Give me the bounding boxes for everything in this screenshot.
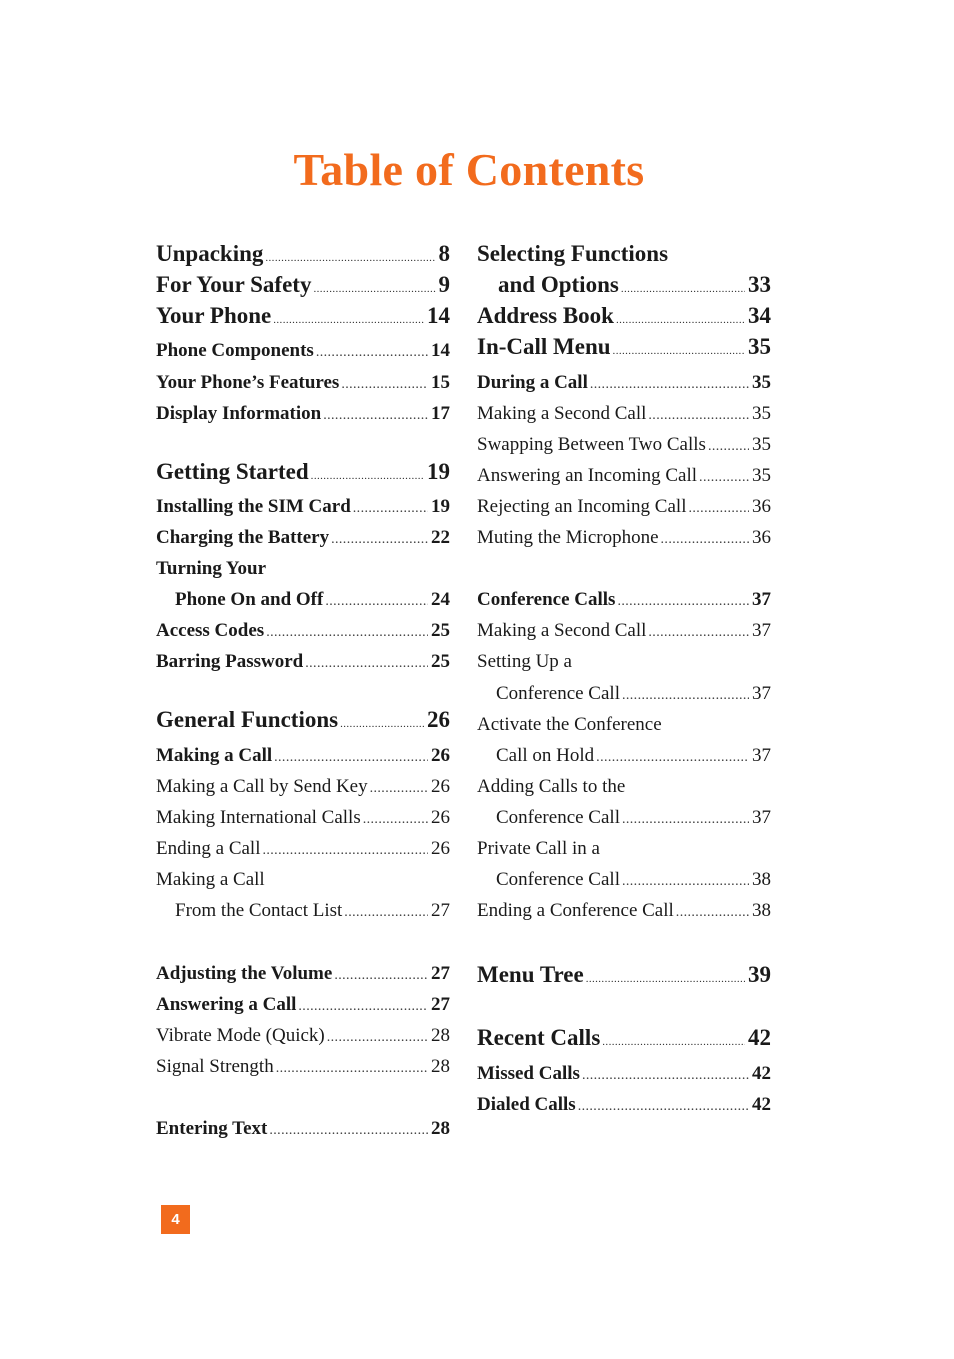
toc-entry-label: Address Book [477, 303, 614, 328]
toc-entry-label: Making a Call [156, 869, 265, 890]
toc-entry-page: 14 [427, 303, 450, 328]
toc-entry-label: Charging the Battery [156, 527, 330, 548]
toc-entry[interactable] [477, 652, 771, 671]
toc-entry-page: 15 [431, 372, 450, 393]
toc-entry[interactable] [477, 1095, 771, 1114]
toc-entry-label: Adding Calls to the [477, 776, 626, 797]
dot-leader [596, 751, 749, 765]
toc-entry-page: 38 [752, 900, 771, 921]
toc-entry-page: 19 [431, 496, 450, 517]
toc-entry[interactable] [477, 528, 771, 547]
toc-entry[interactable] [156, 304, 450, 327]
dot-leader [578, 1100, 749, 1114]
toc-entry[interactable] [156, 242, 450, 265]
dot-leader [621, 284, 745, 295]
toc-entry-label: Muting the Microphone [477, 527, 659, 548]
dot-leader [622, 875, 749, 889]
toc-entry[interactable] [477, 746, 771, 765]
toc-entry-page: 35 [752, 434, 771, 455]
dot-leader [590, 378, 749, 392]
toc-entry-page: 27 [431, 963, 450, 984]
dot-leader [266, 626, 428, 640]
toc-entry-label: Rejecting an Incoming Call [477, 496, 687, 517]
dot-leader [661, 533, 749, 547]
toc-entry-label: Making a Call by Send Key [156, 776, 368, 797]
toc-entry[interactable] [477, 715, 771, 734]
toc-entry-label: Private Call in a [477, 838, 600, 859]
toc-entry-page: 42 [748, 1025, 771, 1050]
toc-entry-label: Call on Hold [496, 745, 595, 766]
dot-leader [648, 409, 749, 423]
toc-entry-label: Getting Started [156, 459, 309, 484]
toc-entry[interactable] [156, 460, 450, 483]
toc-entry[interactable] [477, 901, 771, 920]
toc-entry-label: Phone Components [156, 340, 314, 361]
dot-leader [305, 657, 428, 671]
toc-entry-page: 25 [431, 651, 450, 672]
toc-entry-label: Menu Tree [477, 962, 584, 987]
toc-entry[interactable] [477, 590, 771, 609]
toc-entry-page: 22 [431, 527, 450, 548]
toc-entry[interactable] [156, 497, 450, 516]
toc-entry-label: Your Phone [156, 303, 272, 328]
dot-leader [363, 813, 428, 827]
dot-leader [616, 315, 745, 326]
toc-entry-page: 36 [752, 527, 771, 548]
dot-leader [586, 974, 745, 985]
toc-entry-page: 35 [752, 403, 771, 424]
toc-entry-page: 35 [752, 372, 771, 393]
toc-entry[interactable] [477, 1064, 771, 1083]
dot-leader [582, 1069, 749, 1083]
toc-entry-label: From the Contact List [175, 900, 343, 921]
toc-entry-label: Display Information [156, 403, 322, 424]
dot-leader [648, 626, 749, 640]
toc-entry[interactable] [477, 621, 771, 640]
toc-entry-page: 27 [431, 900, 450, 921]
dot-leader [622, 689, 749, 703]
dot-leader [353, 502, 428, 516]
toc-entry-page: 26 [431, 745, 450, 766]
toc-entry[interactable] [477, 373, 771, 392]
toc-entry-label: Selecting Functions [477, 241, 669, 266]
toc-entry[interactable] [156, 746, 450, 765]
toc-entry-page: 42 [752, 1063, 771, 1084]
toc-entry-page: 37 [752, 807, 771, 828]
dot-leader [327, 1031, 428, 1045]
toc-entry-label: During a Call [477, 372, 588, 393]
dot-leader [344, 906, 428, 920]
toc-entry-page: 42 [752, 1094, 771, 1115]
toc-entry[interactable] [477, 684, 771, 703]
toc-entry-page: 26 [427, 707, 450, 732]
toc-entry[interactable] [156, 901, 450, 920]
dot-leader [273, 315, 424, 326]
toc-entry-label: Access Codes [156, 620, 265, 641]
toc-entry[interactable] [156, 964, 450, 983]
dot-leader [316, 346, 428, 360]
toc-entry[interactable] [156, 341, 450, 360]
toc-entry[interactable] [477, 435, 771, 454]
toc-entry[interactable] [477, 839, 771, 858]
toc-entry[interactable] [156, 528, 450, 547]
page-number-badge: 4 [161, 1205, 190, 1234]
toc-entry-label: Your Phone’s Features [156, 372, 340, 393]
toc-entry-page: 33 [748, 272, 771, 297]
toc-entry-page: 36 [752, 496, 771, 517]
toc-entry-label: Signal Strength [156, 1056, 274, 1077]
dot-leader [325, 595, 428, 609]
toc-entry-label: For Your Safety [156, 272, 312, 297]
toc-entry[interactable] [156, 808, 450, 827]
toc-entry-label: Phone On and Off [175, 589, 324, 610]
toc-entry[interactable] [156, 777, 450, 796]
toc-entry-label: Setting Up a [477, 651, 572, 672]
toc-entry[interactable] [477, 273, 771, 296]
toc-entry-label: Ending a Call [156, 838, 261, 859]
dot-leader [602, 1037, 745, 1048]
page-title: Table of Contents [293, 144, 645, 195]
dot-leader [323, 409, 428, 423]
toc-entry-label: Barring Password [156, 651, 304, 672]
toc-entry-page: 28 [431, 1056, 450, 1077]
toc-entry[interactable] [156, 708, 450, 731]
dot-leader [313, 284, 435, 295]
dot-leader [265, 253, 435, 264]
toc-entry-label: In-Call Menu [477, 334, 611, 359]
toc-entry-label: Conference Calls [477, 589, 616, 610]
toc-entry-label: Swapping Between Two Calls [477, 434, 706, 455]
toc-entry-label: Activate the Conference [477, 714, 662, 735]
toc-entry[interactable] [156, 621, 450, 640]
dot-leader [269, 1124, 428, 1138]
dot-leader [276, 1062, 428, 1076]
dot-leader [334, 969, 428, 983]
dot-leader [688, 502, 749, 516]
toc-entry[interactable] [156, 1119, 450, 1138]
toc-entry-page: 37 [752, 620, 771, 641]
toc-entry[interactable] [156, 1026, 450, 1045]
toc-entry-page: 37 [752, 589, 771, 610]
toc-entry[interactable] [477, 808, 771, 827]
toc-entry[interactable] [156, 870, 450, 889]
dot-leader [613, 346, 745, 357]
toc-entry-label: Turning Your [156, 558, 267, 579]
dot-leader [699, 471, 749, 485]
toc-entry[interactable] [156, 995, 450, 1014]
dot-leader [311, 471, 424, 482]
toc-entry-label: Dialed Calls [477, 1094, 576, 1115]
dot-leader [331, 533, 428, 547]
toc-entry-page: 26 [431, 776, 450, 797]
dot-leader [676, 906, 749, 920]
toc-entry-page: 28 [431, 1025, 450, 1046]
dot-leader [340, 719, 424, 730]
toc-entry-label: Vibrate Mode (Quick) [156, 1025, 325, 1046]
toc-entry[interactable] [156, 373, 450, 392]
toc-entry[interactable] [477, 242, 771, 265]
dot-leader [274, 751, 428, 765]
toc-entry[interactable] [477, 304, 771, 327]
toc-entry-label: Conference Call [496, 807, 620, 828]
toc-entry-label: Adjusting the Volume [156, 963, 333, 984]
toc-entry-label: Making International Calls [156, 807, 361, 828]
toc-entry-page: 34 [748, 303, 771, 328]
toc-entry-page: 19 [427, 459, 450, 484]
toc-entry-page: 26 [431, 807, 450, 828]
toc-entry-label: Unpacking [156, 241, 264, 266]
toc-entry-page: 14 [431, 340, 450, 361]
toc-entry[interactable] [477, 777, 771, 796]
toc-entry-label: Missed Calls [477, 1063, 580, 1084]
toc-entry-page: 27 [431, 994, 450, 1015]
toc-entry[interactable] [156, 1057, 450, 1076]
dot-leader [262, 844, 428, 858]
toc-entry-label: Making a Second Call [477, 620, 647, 641]
toc-entry-label: Making a Second Call [477, 403, 647, 424]
toc-entry[interactable] [156, 559, 450, 578]
toc-entry-page: 38 [752, 869, 771, 890]
toc-entry-label: Installing the SIM Card [156, 496, 351, 517]
toc-entry-page: 35 [748, 334, 771, 359]
toc-entry[interactable] [477, 335, 771, 358]
toc-entry-page: 17 [431, 403, 450, 424]
toc-entry-label: Making a Call [156, 745, 273, 766]
toc-entry-label: and Options [498, 272, 619, 297]
toc-entry[interactable] [156, 652, 450, 671]
toc-entry-label: Conference Call [496, 869, 620, 890]
toc-entry-label: General Functions [156, 707, 339, 732]
dot-leader [341, 378, 428, 392]
dot-leader [298, 1000, 428, 1014]
toc-entry-label: Recent Calls [477, 1025, 601, 1050]
toc-entry[interactable] [477, 497, 771, 516]
toc-entry-page: 25 [431, 620, 450, 641]
toc-entry[interactable] [156, 590, 450, 609]
toc-entry-page: 8 [438, 241, 450, 266]
toc-entry-label: Answering a Call [156, 994, 297, 1015]
toc-entry-page: 26 [431, 838, 450, 859]
toc-entry-page: 9 [438, 272, 450, 297]
toc-entry-page: 37 [752, 745, 771, 766]
toc-entry[interactable] [477, 870, 771, 889]
toc-entry-page: 35 [752, 465, 771, 486]
toc-entry[interactable] [477, 963, 771, 986]
toc-entry[interactable] [156, 839, 450, 858]
toc-entry[interactable] [477, 1026, 771, 1049]
toc-entry-label: Conference Call [496, 683, 620, 704]
toc-entry-page: 28 [431, 1118, 450, 1139]
dot-leader [708, 440, 749, 454]
toc-entry[interactable] [477, 466, 771, 485]
toc-entry[interactable] [156, 404, 450, 423]
toc-entry-page: 24 [431, 589, 450, 610]
toc-entry-page: 37 [752, 683, 771, 704]
toc-entry-label: Ending a Conference Call [477, 900, 674, 921]
toc-entry-label: Entering Text [156, 1118, 268, 1139]
dot-leader [622, 813, 749, 827]
toc-entry[interactable] [477, 404, 771, 423]
toc-entry-label: Answering an Incoming Call [477, 465, 698, 486]
dot-leader [617, 595, 749, 609]
dot-leader [370, 782, 428, 796]
toc-entry[interactable] [156, 273, 450, 296]
toc-entry-page: 39 [748, 962, 771, 987]
